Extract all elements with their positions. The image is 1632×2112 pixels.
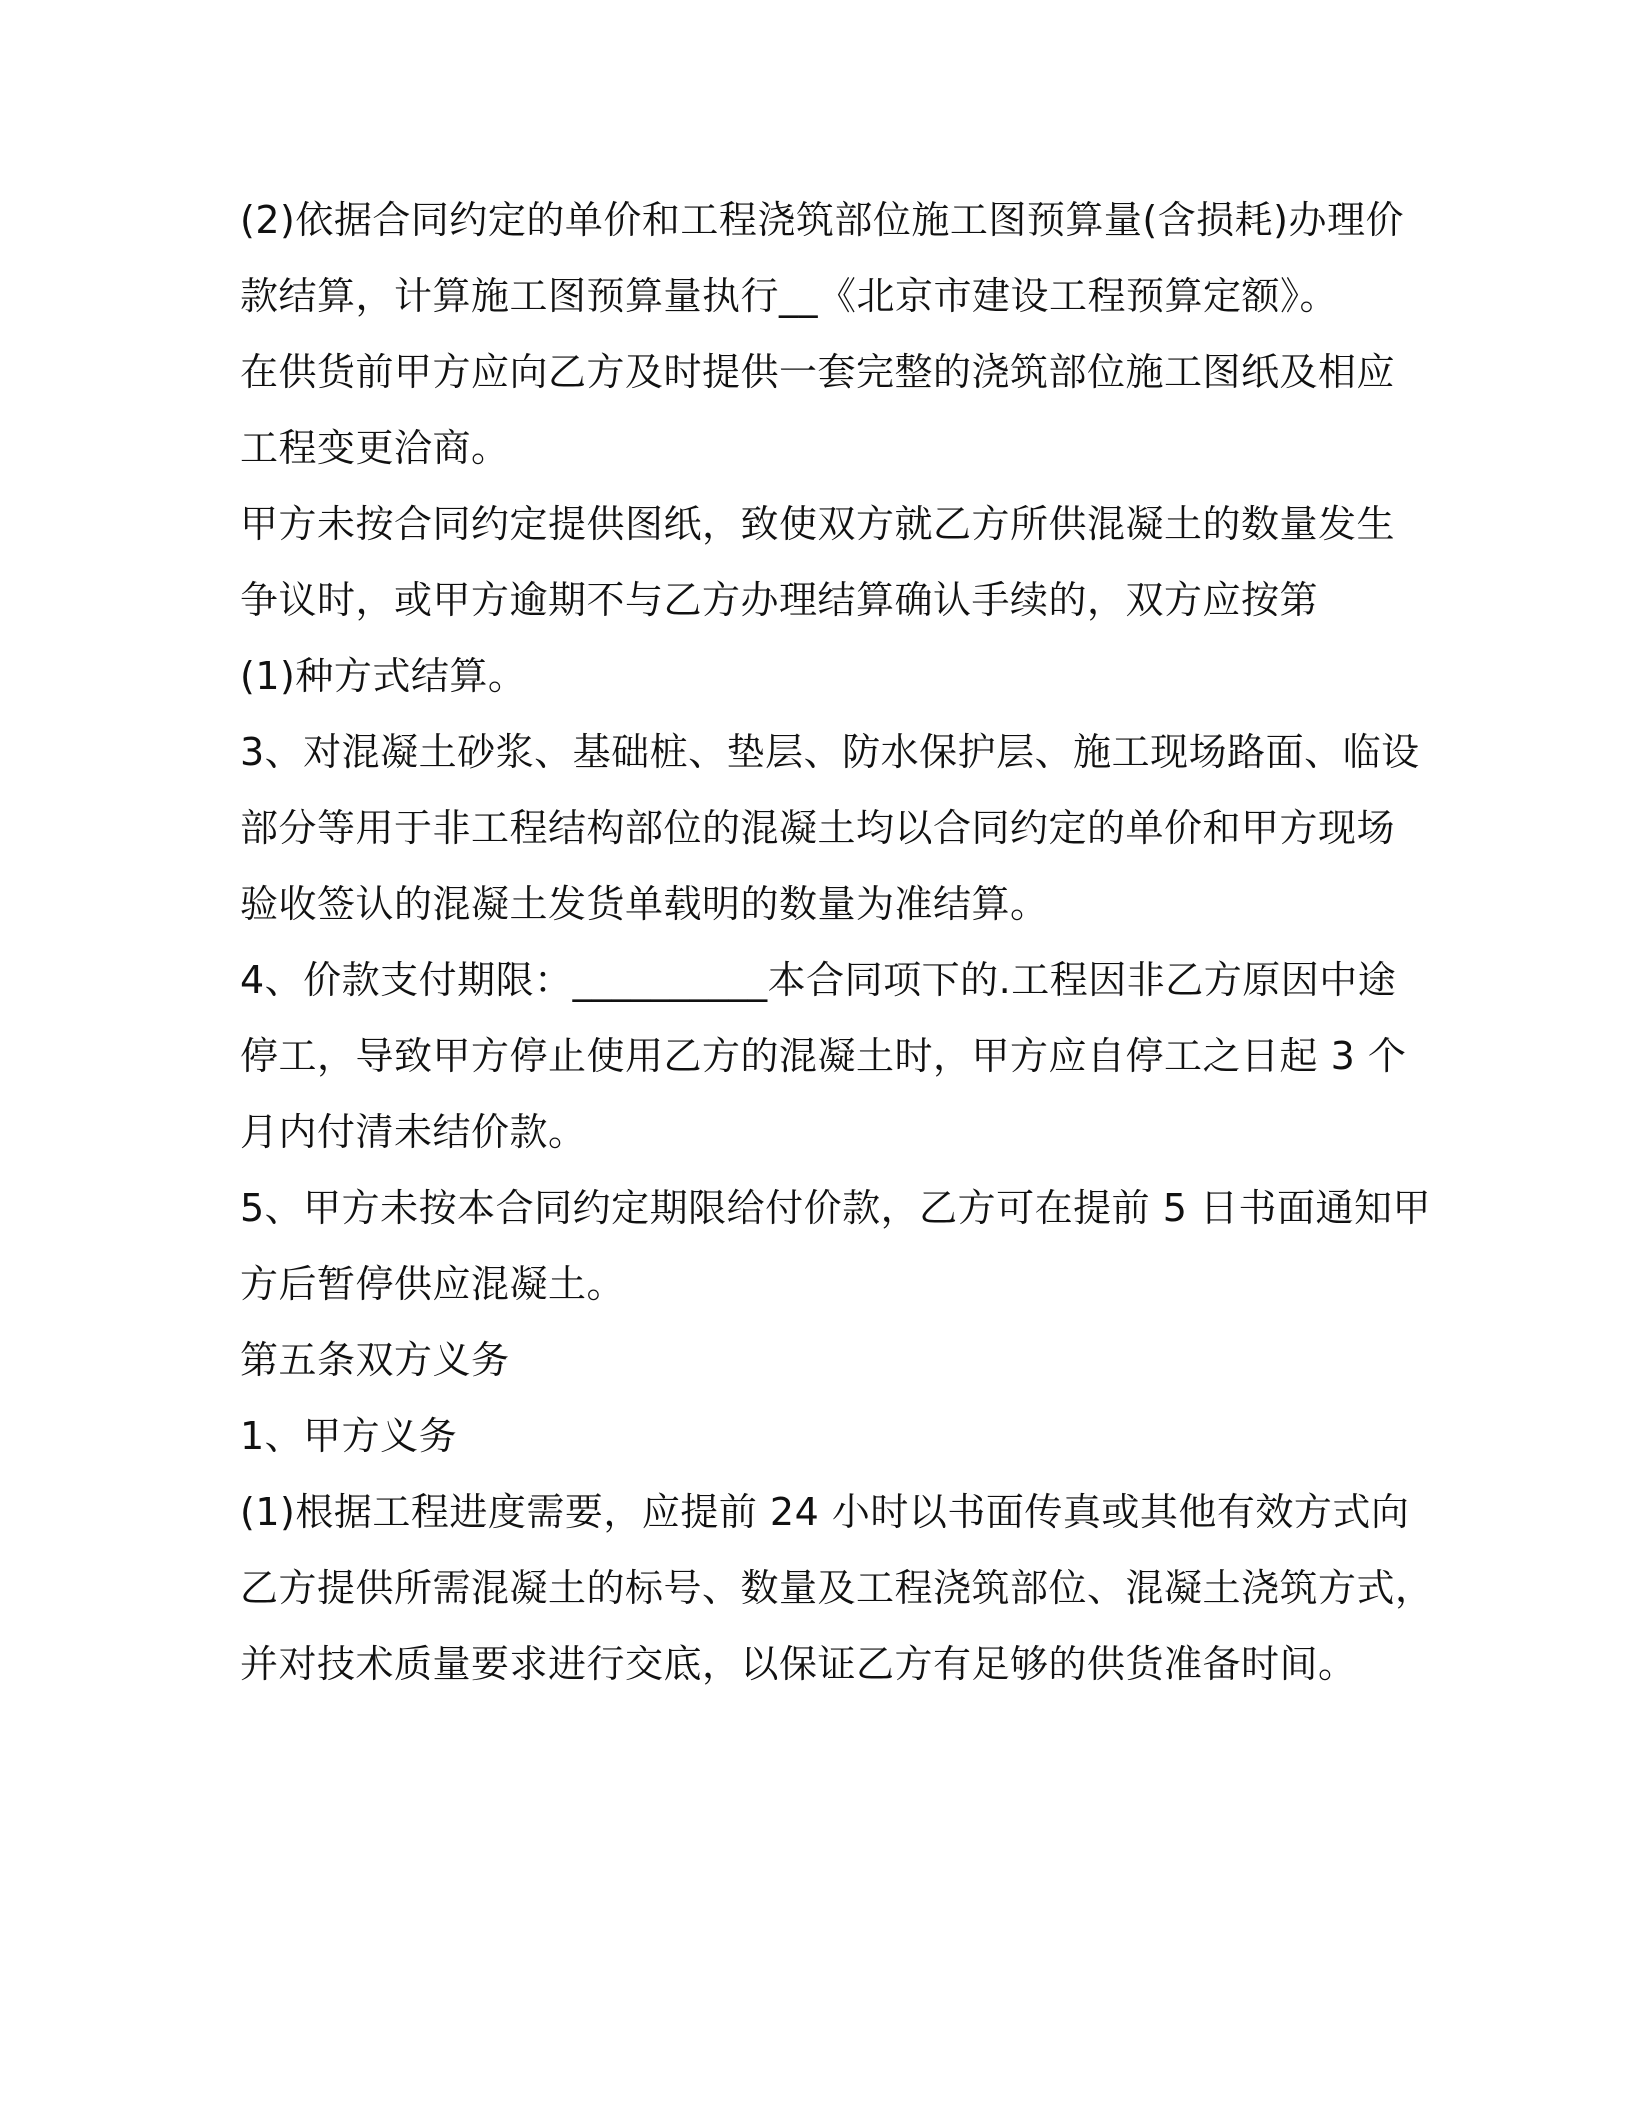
subsection-heading: 1、甲方义务: [240, 1414, 458, 1458]
text-line: 验收签认的混凝土发货单载明的数量为准结算。: [240, 882, 1049, 926]
text-line: 工程变更洽商。: [240, 426, 510, 470]
text-line: 并对技术质量要求进行交底，以保证乙方有足够的供货准备时间。: [240, 1642, 1357, 1686]
text-line: (2)依据合同约定的单价和工程浇筑部位施工图预算量(含损耗)办理价: [240, 198, 1404, 242]
text-line: 部分等用于非工程结构部位的混凝土均以合同约定的单价和甲方现场: [240, 806, 1396, 850]
text-line: (1)种方式结算。: [240, 654, 527, 698]
text-line: 争议时，或甲方逾期不与乙方办理结算确认手续的，双方应按第: [240, 578, 1319, 622]
text-line: 4、价款支付期限：__________本合同项下的.工程因非乙方原因中途: [240, 958, 1397, 1002]
text-line: (1)根据工程进度需要，应提前 24 小时以书面传真或其他有效方式向: [240, 1490, 1410, 1534]
text-line: 3、对混凝土砂浆、基础桩、垫层、防水保护层、施工现场路面、临设: [240, 730, 1420, 774]
text-line: 款结算，计算施工图预算量执行__《北京市建设工程预算定额》。: [240, 274, 1339, 318]
text-line: 月内付清未结价款。: [240, 1110, 587, 1154]
text-line: 方后暂停供应混凝土。: [240, 1262, 626, 1306]
section-heading: 第五条双方义务: [240, 1338, 510, 1382]
text-line: 乙方提供所需混凝土的标号、数量及工程浇筑部位、混凝土浇筑方式，: [240, 1566, 1434, 1610]
text-line: 甲方未按合同约定提供图纸，致使双方就乙方所供混凝土的数量发生: [240, 502, 1396, 546]
text-line: 5、甲方未按本合同约定期限给付价款，乙方可在提前 5 日书面通知甲: [240, 1186, 1432, 1230]
text-line: 在供货前甲方应向乙方及时提供一套完整的浇筑部位施工图纸及相应: [240, 350, 1396, 394]
text-line: 停工，导致甲方停止使用乙方的混凝土时，甲方应自停工之日起 3 个: [240, 1034, 1407, 1078]
